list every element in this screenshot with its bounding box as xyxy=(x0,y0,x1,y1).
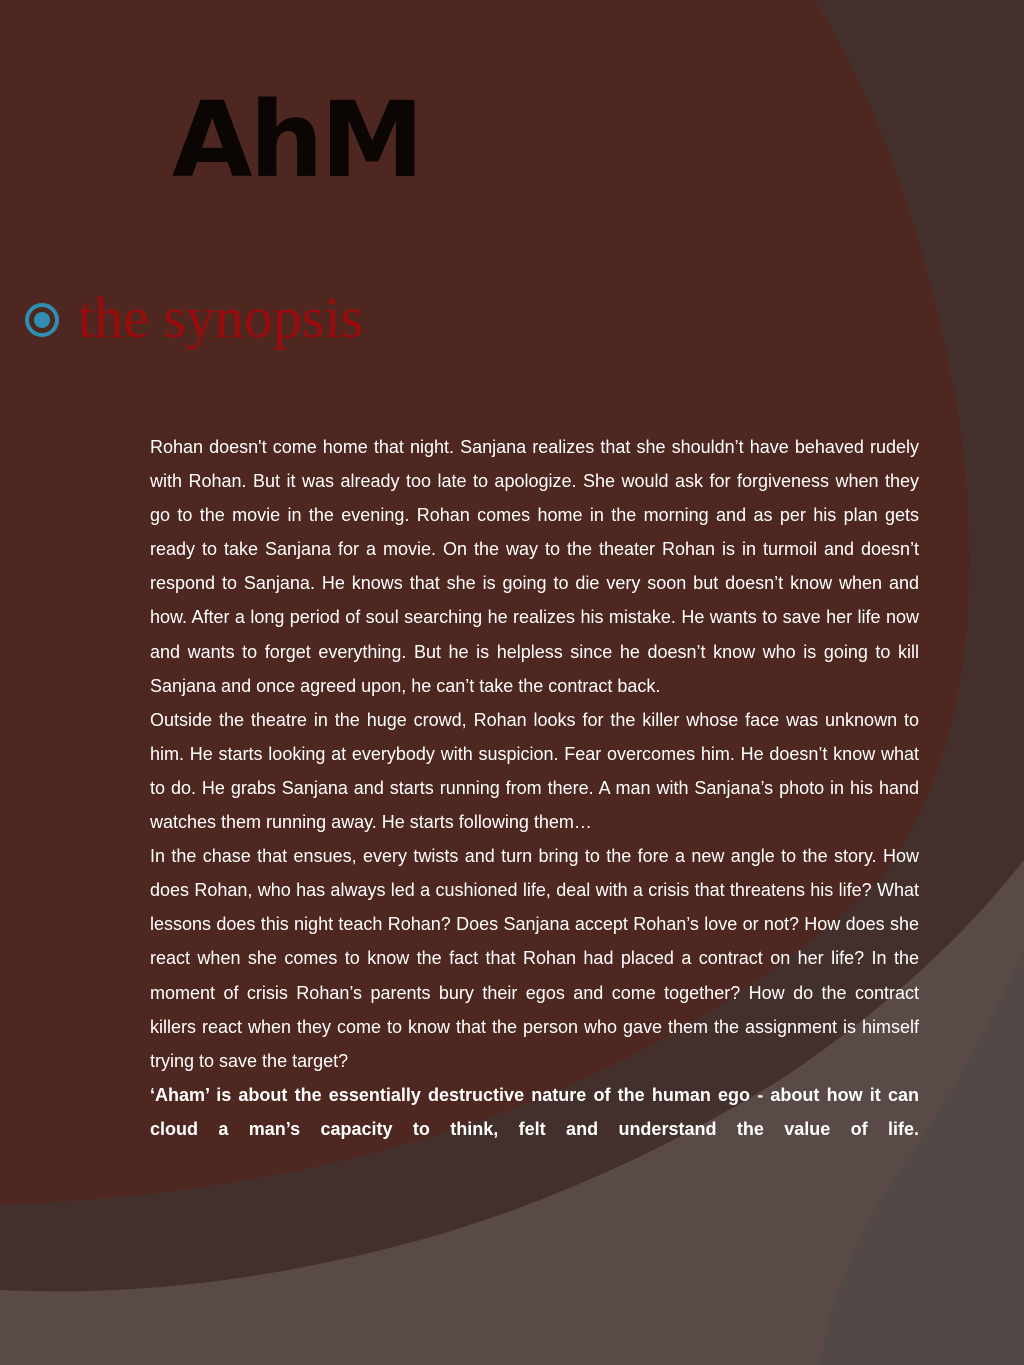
circled-dot-bullet-icon xyxy=(24,302,60,338)
section-heading xyxy=(24,278,363,358)
synopsis-closing-statement: ‘Aham’ is about the essentially destructive nature of the human ego - about how it can cloud a man’s capacity to think, felt and understand the value of life. xyxy=(150,1084,919,1139)
synopsis-paragraph-1: Rohan doesn't come home that night. Sanjana realizes that she shouldn’t have behaved rudely with Rohan. But it was already too late to apologize. She would ask for forgiveness when they go to the movie in the evening. Rohan comes home in the morning and as per his plan gets ready to take Sanjana for a movie. On the way to the theater Rohan is in turmoil and doesn’t respond to Sanjana. He knows that she is going to die very soon but doesn’t know when and how. After a long period of soul searching he realizes his mistake. He wants to save her life now and wants to forget everything. But he is helpless since he doesn’t know who is going to kill Sanjana and once agreed upon, he can’t take the contract back. xyxy=(150,437,919,696)
section-subtitle: the synopsis xyxy=(78,285,364,350)
synopsis-paragraph-3: In the chase that ensues, every twists and turn bring to the fore a new angle to the story. How does Rohan, who has always led a cushioned life, deal with a crisis that threatens his life? What lessons does this night teach Rohan? Does Sanjana accept Rohan’s love or not? How does she react when she comes to know the fact that Rohan had placed a contract on her life? In the moment of crisis Rohan’s parents bury their egos and come together? How do the contract killers react when they come to know that the person who gave them the assignment is himself trying to save the target? xyxy=(150,846,919,1071)
page-title: AhM xyxy=(172,79,422,201)
synopsis-body xyxy=(150,430,919,1146)
synopsis-paragraph-2: Outside the theatre in the huge crowd, Rohan looks for the killer whose face was unknown to him. He starts looking at everybody with suspicion. Fear overcomes him. He doesn’t know what to do. He grabs Sanjana and starts running from there. A man with Sanjana’s photo in his hand watches them running away. He starts following them… xyxy=(150,709,919,833)
